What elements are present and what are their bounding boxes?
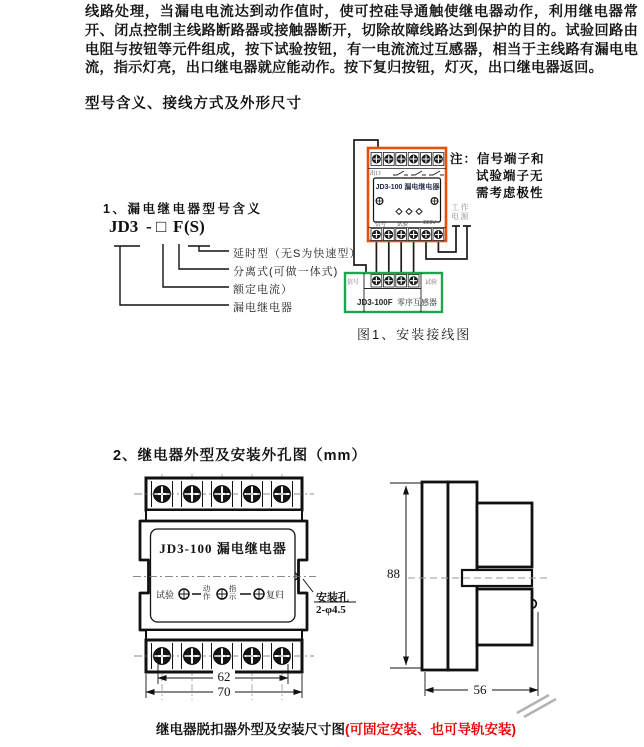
dim-70: 70	[213, 684, 235, 700]
relay-output-label: 出口	[370, 171, 382, 177]
ct-signal-label: 信号	[347, 280, 360, 286]
dim-62: 62	[213, 669, 235, 685]
relay-voltage-label: ~220V	[420, 220, 437, 226]
model-code-prefix: JD3	[109, 217, 139, 236]
indicator-diamonds	[396, 209, 422, 215]
model-code-box: □	[156, 217, 167, 236]
power-label-line-1: 工作	[451, 203, 470, 212]
model-fan-lines	[114, 244, 229, 305]
ct-name-row	[357, 292, 438, 310]
bottom-caption	[30, 718, 642, 738]
power-label-line-2: 电源	[451, 212, 470, 221]
wiring-note-line-2: 试验端子无	[476, 169, 544, 183]
mount-hole-label: 安装孔	[316, 592, 349, 604]
figure1-caption: 图1、安装接线图	[357, 327, 472, 342]
relay-signal-label: 信号	[375, 222, 387, 228]
dim-88: 88	[387, 566, 400, 581]
section2-heading: 2、继电器外型及安装外孔图（mm）	[113, 448, 367, 464]
wiring-note-line-3: 需考虑极性	[476, 186, 544, 200]
dim-56: 56	[468, 682, 492, 698]
model-code-dash: -	[146, 217, 152, 236]
mount-hole-size: 2-φ4.5	[316, 604, 346, 616]
branch-label-current: 额定电流）	[233, 284, 293, 296]
front-view	[133, 474, 356, 700]
front-action-label: 动作	[202, 584, 211, 601]
intro-paragraph: 线路处理，当漏电电流达到动作值时，使可控硅导通触使继电器动作，利用继电器常开、闭点控制主线路断路器或接触器断开，切除故障线路达到保护的目的。试验回路由电阻与按钮等元件组成，按下试验按钮，有一电流流过互感器，相当于主线路有漏电电流，指示灯亮，出口继电器就应能动作。按下复归按钮，灯灭，出口继电器返回。	[85, 4, 638, 77]
front-test-label: 试验	[156, 590, 175, 600]
relay-test-label: 试验	[397, 222, 409, 228]
ct-name: 零序互感器	[397, 298, 438, 307]
relay-name: JD3-100 漏电继电器	[375, 184, 440, 191]
front-reset-label: 复归	[266, 590, 285, 600]
branch-label-relay: 漏电继电器	[233, 302, 293, 314]
front-indicate-label: 指示	[228, 584, 237, 601]
bottom-caption-black: 继电器脱扣器外型及安装尺寸图	[156, 722, 345, 737]
front-device-name: JD3-100 漏电继电器	[159, 541, 287, 556]
branch-label-delay: 延时型（无S为快速型）	[233, 248, 362, 260]
branch-label-separate: 分离式(可做一体式)	[233, 266, 339, 278]
wiring-note-line-1: 注：信号端子和	[450, 152, 545, 166]
ct-model: JD3-100F	[357, 298, 393, 307]
ct-test-label: 试验	[425, 280, 438, 286]
model-code-f: F	[173, 217, 184, 236]
hatch-marks	[517, 695, 556, 717]
model-code-s: (S)	[184, 217, 205, 236]
bottom-caption-red: (可固定安装、也可导轨安装)	[345, 722, 516, 737]
section1-heading: 型号含义、接线方式及外形尺寸	[85, 96, 302, 112]
model-diagram-title: 1、漏电继电器型号含义	[103, 202, 263, 216]
